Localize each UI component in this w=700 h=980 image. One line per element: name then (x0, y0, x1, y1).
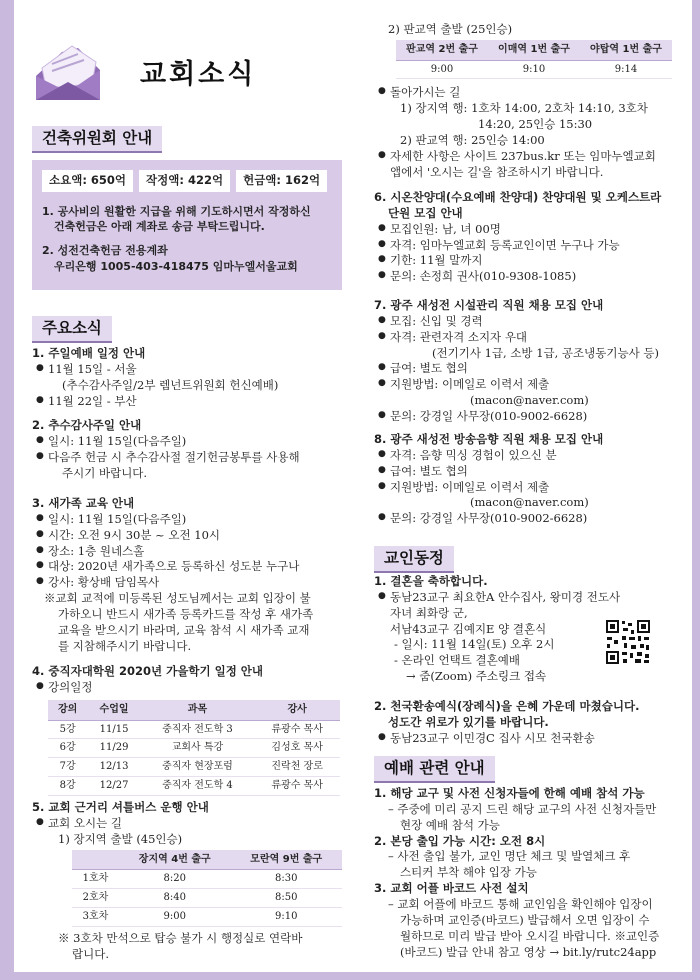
table-cell: 12/27 (87, 776, 140, 795)
members-1-line: 서남43교구 김예지E 양 결혼식 (390, 621, 547, 636)
members-1-line: → 줌(Zoom) 주소링크 접속 (406, 669, 547, 684)
col-header: 야탑역 1번 출구 (580, 40, 672, 60)
worship-2-line: – 사전 출입 불가, 교인 명단 체크 및 발열체크 후 (388, 849, 631, 864)
news-3-title: 3. 새가족 교육 안내 (32, 496, 135, 510)
members-1-line: - 온라인 언택트 결혼예배 (394, 653, 520, 668)
table-cell: 8:50 (230, 889, 342, 908)
news-2-item-1: ● 일시: 11월 15일(다음주일) (32, 434, 352, 450)
news-3-note-line: ※교회 교적에 미등록된 성도님께서는 교회 입장이 불 (44, 591, 311, 606)
news-3-note (32, 591, 354, 654)
table-cell: 류광수 목사 (254, 720, 340, 739)
table-cell: 중직자 전도학 3 (141, 720, 255, 739)
news-2-item-2b: 주시기 바랍니다. (62, 465, 148, 480)
table-cell: 11/15 (87, 720, 140, 739)
news-8-contact: ● 문의: 강경일 사무장(010-9002-6628) (374, 511, 684, 527)
members-tag-wrap (374, 546, 454, 573)
news-section-8 (374, 432, 684, 527)
news-7-item: ● 지원방법: 이메일로 이력서 제출 (374, 377, 684, 393)
table-cell: 9:10 (230, 907, 342, 926)
building-tag-wrap (32, 126, 162, 153)
news-1-item-1b: (추수감사주일/2부 렘넌트위원회 헌신예배) (62, 377, 279, 392)
news-2-title: 2. 추수감사주일 안내 (32, 418, 142, 432)
lecture-table (48, 700, 340, 796)
table-cell: 12/13 (87, 758, 140, 777)
table-row (396, 60, 672, 79)
table-cell: 9:00 (119, 907, 230, 926)
news-7-sub: (전기기사 1급, 소방 1급, 공조냉동기능사 등) (432, 345, 659, 360)
news-1-item-2: ● 11월 22일 - 부산 (32, 394, 352, 410)
worship-1-title: 1. 해당 교구 및 사전 신청자들에 한해 예배 참석 가능 (374, 786, 645, 800)
news-section-tag: 주요소식 (32, 316, 112, 343)
worship-1-line: 현장 예배 참석 가능 (400, 817, 500, 832)
worship-2-title: 2. 본당 출입 가능 시간: 오전 8시 (374, 833, 546, 848)
page-title: 교회소식 (140, 59, 257, 90)
news-3-item: ● 일시: 11월 15일(다음주일) (32, 512, 354, 528)
news-1-item-1: ● 11월 15일 - 서울 (32, 362, 352, 378)
amount-row (42, 170, 332, 192)
shuttle-table-1 (72, 850, 342, 927)
news-section-4 (32, 664, 354, 796)
news-6-item: ● 자격: 임마누엘교회 등록교인이면 누구나 가능 (374, 238, 684, 254)
table-row (48, 776, 340, 795)
worship-3-line: – 교회 어플에 바코드 통해 교인임을 확인해야 입장이 (388, 897, 653, 912)
news-tag-wrap (32, 316, 112, 343)
news-5-title: 5. 교회 근거리 셔틀버스 운행 안내 (32, 800, 209, 814)
news-section-2 (32, 418, 352, 481)
table-cell: 8:40 (119, 889, 230, 908)
table-row (72, 870, 342, 889)
worship-3-line: (바코드) 발급 안내 참고 영상 → bit.ly/rutc24app (400, 944, 657, 959)
worship-2-line: 스티커 부착 해야 입장 가능 (400, 865, 537, 880)
members-2-title: 2. 천국환송예식(장례식)을 은혜 가운데 마쳤습니다. (374, 699, 640, 714)
news-section-5 (32, 800, 354, 962)
envelope-icon (32, 42, 106, 106)
shuttle-2-title: 2) 판교역 출발 (25인승) (388, 22, 513, 36)
news-3-item: ● 시간: 오전 9시 30분 ~ 오전 10시 (32, 528, 354, 544)
table-cell: 중직자 전도학 4 (141, 776, 255, 795)
news-4-sub: ● 강의일정 (32, 680, 354, 696)
news-7-contact: ● 문의: 강경일 사무장(010-9002-6628) (374, 409, 684, 425)
detail-line: 앱에서 '오시는 길'을 참조하시기 바랍니다. (390, 164, 604, 179)
news-4-title: 4. 중직자대학원 2020년 가을학기 일정 안내 (32, 664, 264, 678)
table-cell: 8강 (48, 776, 87, 795)
news-7-title: 7. 광주 새성전 시설관리 직원 채용 모집 안내 (374, 298, 604, 312)
table-cell: 중직자 현장포럼 (141, 758, 255, 777)
qr-code-icon[interactable] (604, 618, 652, 666)
table-row (48, 758, 340, 777)
table-cell: 교회사 특강 (141, 739, 255, 758)
worship-tag-wrap (374, 756, 495, 783)
news-7-mail: (macon@naver.com) (470, 393, 589, 408)
news-5-sub: ● 교회 오시는 길 (32, 816, 354, 832)
table-cell: 9:10 (488, 60, 580, 79)
worship-3-line: 월하므로 미리 발급 받아 오시길 바랍니다. ※교인증 (400, 928, 660, 943)
news-3-note-line: 교육을 받으시기 바라며, 교육 참석 시 새가족 교재 (58, 622, 310, 637)
table-cell: 8:30 (230, 870, 342, 889)
members-1-title: 1. 결혼을 축하합니다. (374, 574, 488, 588)
col-header: 판교역 2번 출구 (396, 40, 488, 60)
worship-section (374, 786, 686, 960)
news-7-item: ● 자격: 관련자격 소지자 우대 (374, 330, 684, 346)
table-cell: 9:14 (580, 60, 672, 79)
return-line: 14:20, 25인승 15:30 (478, 117, 593, 132)
table-cell: 2호차 (72, 889, 119, 908)
return-line: 1) 장지역 행: 1호차 14:00, 2호차 14:10, 3호차 (400, 101, 648, 116)
lecture-table-header (48, 700, 340, 720)
shuttle-note-2: 랍니다. (72, 946, 109, 961)
news-8-item: ● 급여: 별도 협의 (374, 464, 684, 480)
table-cell: 11/29 (87, 739, 140, 758)
col-header: 강의 (48, 700, 87, 720)
amount-required: 소요액: 650억 (42, 170, 133, 192)
table-cell: 1호차 (72, 870, 119, 889)
table-cell: 5강 (48, 720, 87, 739)
news-3-item: ● 강사: 황상배 담임목사 (32, 575, 354, 591)
col-header: 이매역 1번 출구 (488, 40, 580, 60)
col-header: 강사 (254, 700, 340, 720)
news-8-item: ● 자격: 음향 믹싱 경험이 있으신 분 (374, 448, 684, 464)
table-row (72, 889, 342, 908)
table-cell: 6강 (48, 739, 87, 758)
building-line-2: 건축헌금은 아래 계좌로 송금 부탁드립니다. (54, 220, 265, 234)
news-1-title: 1. 주일예배 일정 안내 (32, 346, 146, 360)
building-section-tag: 건축위원회 안내 (32, 126, 162, 153)
news-3-item: ● 대상: 2020년 새가족으로 등록하신 성도분 누구나 (32, 559, 354, 575)
table-row (72, 907, 342, 926)
news-6-item: ● 문의: 손정희 권사(010-9308-1085) (374, 269, 684, 285)
return-title: ● 돌아가시는 길 (374, 85, 684, 101)
table-cell: 7강 (48, 758, 87, 777)
news-3-note-line: 를 지참해주시기 바랍니다. (58, 638, 192, 653)
header (32, 42, 332, 106)
table-cell: 9:00 (396, 60, 488, 79)
news-section-7 (374, 298, 684, 425)
table-cell: 8:20 (119, 870, 230, 889)
news-8-title: 8. 광주 새성전 방송음향 직원 채용 모집 안내 (374, 432, 604, 446)
detail-line: ● 자세한 사항은 사이트 237bus.kr 또는 임마누엘교회 (374, 149, 684, 165)
amount-offered: 헌금액: 162억 (236, 170, 327, 192)
col-header (72, 850, 119, 870)
worship-section-tag: 예배 관련 안내 (374, 756, 495, 783)
shuttle-table-2-header (396, 40, 672, 60)
building-line-1: 1. 공사비의 원활한 지급을 위해 기도하시면서 작정하신 (42, 204, 311, 218)
news-3-note-line: 가하오니 반드시 새가족 등록카드를 작성 후 새가족 (58, 607, 314, 622)
building-list (42, 204, 332, 274)
members-2-title-2: 성도간 위로가 있기를 바랍니다. (388, 714, 549, 729)
worship-1-line: – 주중에 미리 공지 드린 해당 교구의 사전 신청자들만 (388, 801, 657, 816)
news-8-item: ● 지원방법: 이메일로 이력서 제출 (374, 480, 684, 496)
table-cell: 3호차 (72, 907, 119, 926)
return-line: 2) 판교역 행: 25인승 14:00 (400, 133, 545, 148)
building-box (32, 160, 342, 290)
worship-3-title: 3. 교회 어플 바코드 사전 설치 (374, 881, 529, 896)
bulletin-page (14, 0, 692, 972)
news-8-mail: (macon@naver.com) (470, 495, 589, 510)
shuttle-note: ※ 3호차 만석으로 탑승 불가 시 행정실로 연락바 (58, 930, 303, 945)
news-6-title: 6. 시온찬양대(수요예배 찬양대) 찬양대원 및 오케스트라 (374, 190, 662, 204)
worship-3-line: 가능하며 교인증(바코드) 발급해서 오면 입장이 수 (400, 912, 650, 927)
table-cell: 진락천 장로 (254, 758, 340, 777)
table-cell: 류광수 목사 (254, 776, 340, 795)
table-row (48, 720, 340, 739)
news-section-6 (374, 190, 684, 285)
members-2-line: ● 동남23교구 이민경C 집사 시모 천국환송 (374, 731, 684, 747)
news-6-title-2: 단원 모집 안내 (388, 205, 463, 220)
col-header: 장지역 4번 출구 (119, 850, 230, 870)
news-3-item: ● 장소: 1층 원네스홀 (32, 544, 354, 560)
news-section-3 (32, 496, 354, 655)
news-section-1 (32, 346, 352, 409)
shuttle-pangyo (374, 22, 684, 181)
news-7-item: ● 모집: 신입 및 경력 (374, 314, 684, 330)
building-line-3: 2. 성전건축헌금 전용계좌 (42, 244, 168, 258)
shuttle-table-1-header (72, 850, 342, 870)
table-cell: 김성호 목사 (254, 739, 340, 758)
members-1-line: - 일시: 11월 14일(토) 오후 2시 (394, 637, 555, 652)
members-section-tag: 교인동정 (374, 546, 454, 573)
table-row (48, 739, 340, 758)
members-1-line: ● 동남23교구 최요한A 안수집사, 왕미경 전도사 (374, 590, 684, 606)
shuttle-table-2 (396, 40, 672, 80)
building-line-4: 우리은행 1005-403-418475 임마누엘서울교회 (54, 259, 298, 273)
news-6-item: ● 기한: 11월 말까지 (374, 253, 684, 269)
amount-pledged: 작정액: 422억 (139, 170, 230, 192)
shuttle-1-title: 1) 장지역 출발 (45인승) (58, 831, 183, 846)
col-header: 수업일 (87, 700, 140, 720)
members-1-line: 자녀 최화랑 군, (390, 605, 468, 620)
col-header: 모란역 9번 출구 (230, 850, 342, 870)
col-header: 과목 (141, 700, 255, 720)
news-2-item-2: ● 다음주 헌금 시 추수감사절 절기헌금봉투를 사용해 (32, 450, 352, 466)
news-7-item: ● 급여: 별도 협의 (374, 361, 684, 377)
news-6-item: ● 모집인원: 남, 녀 00명 (374, 222, 684, 238)
